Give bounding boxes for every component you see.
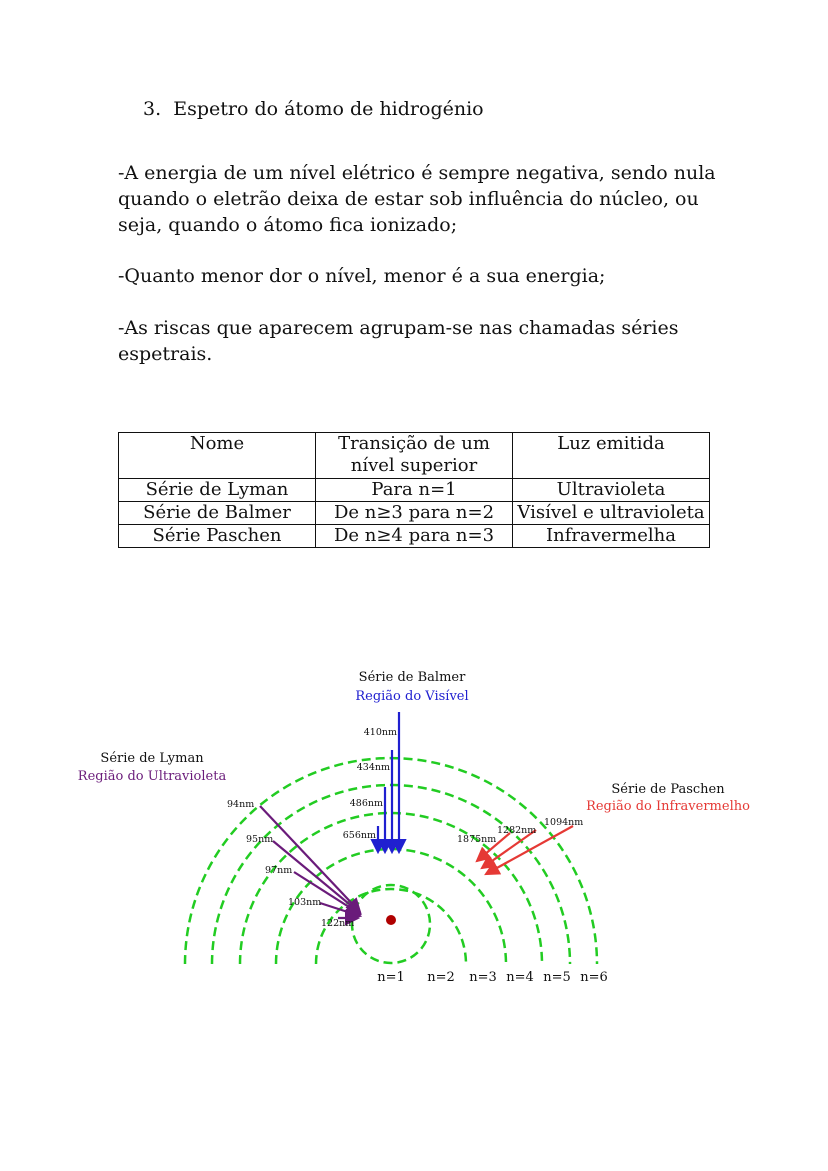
lyman-label-122: 122nm xyxy=(321,918,355,929)
table-cell: Série de Balmer xyxy=(119,502,316,525)
table-cell: Infravermelha xyxy=(513,525,710,548)
balmer-region: Região do Visível xyxy=(355,689,469,704)
table-cell: De n≥4 para n=3 xyxy=(316,525,513,548)
level-label-n1: n=1 xyxy=(377,970,405,985)
level-label-n3: n=3 xyxy=(469,970,497,985)
table-row xyxy=(119,479,710,502)
balmer-label-410: 410nm xyxy=(363,727,397,738)
paschen-label-1282: 1282nm xyxy=(497,825,537,836)
table-cell: Para n=1 xyxy=(316,479,513,502)
table-cell: De n≥3 para n=2 xyxy=(316,502,513,525)
paragraph-series: -As riscas que aparecem agrupam-se nas chamadas séries espetrais. xyxy=(118,317,679,365)
table-header-cell: Luz emitida xyxy=(513,433,710,479)
lyman-region: Região do Ultravioleta xyxy=(77,769,227,784)
level-label-n2: n=2 xyxy=(427,970,455,985)
table-row xyxy=(119,502,710,525)
balmer-label-656: 656nm xyxy=(342,830,376,841)
paragraph-energy: -A energia de um nível elétrico é sempre negativa, sendo nula quando o eletrão deixa de estar sob influência do núcleo, ou seja, quando o átomo fica ionizado; xyxy=(118,162,716,236)
spectral-series-table xyxy=(118,432,710,548)
lyman-label-94: 94nm xyxy=(227,799,255,810)
table-header-row xyxy=(119,433,710,479)
paragraph-level: -Quanto menor dor o nível, menor é a sua energia; xyxy=(118,265,606,287)
lyman-label-97: 97nm xyxy=(265,865,293,876)
table-cell: Ultravioleta xyxy=(513,479,710,502)
level-label-n4: n=4 xyxy=(506,970,534,985)
paschen-label-1875: 1875nm xyxy=(457,834,497,845)
table-cell: Série Paschen xyxy=(119,525,316,548)
balmer-label-486: 486nm xyxy=(349,798,383,809)
lyman-label-103: 103nm xyxy=(288,897,322,908)
level-label-n6: n=6 xyxy=(580,970,608,985)
table-row xyxy=(119,525,710,548)
lyman-title: Série de Lyman xyxy=(100,751,204,766)
table-cell: Visível e ultravioleta xyxy=(513,502,710,525)
level-label-n5: n=5 xyxy=(543,970,571,985)
paschen-label-1094: 1094nm xyxy=(544,817,584,828)
section-title: Espetro do átomo de hidrogénio xyxy=(173,98,484,120)
section-number: 3. xyxy=(143,98,162,120)
balmer-title: Série de Balmer xyxy=(358,670,466,685)
balmer-label-434: 434nm xyxy=(356,762,390,773)
table-cell: Série de Lyman xyxy=(119,479,316,502)
hydrogen-spectrum-diagram xyxy=(70,660,760,1000)
table-header-cell: Nome xyxy=(119,433,316,479)
paschen-region: Região do Infravermelho xyxy=(586,799,750,814)
table-header-cell: Transição de um nível superior xyxy=(316,433,513,479)
section-heading xyxy=(143,98,484,120)
paschen-title: Série de Paschen xyxy=(611,782,725,797)
nucleus xyxy=(386,915,396,925)
lyman-label-95: 95nm xyxy=(246,834,274,845)
